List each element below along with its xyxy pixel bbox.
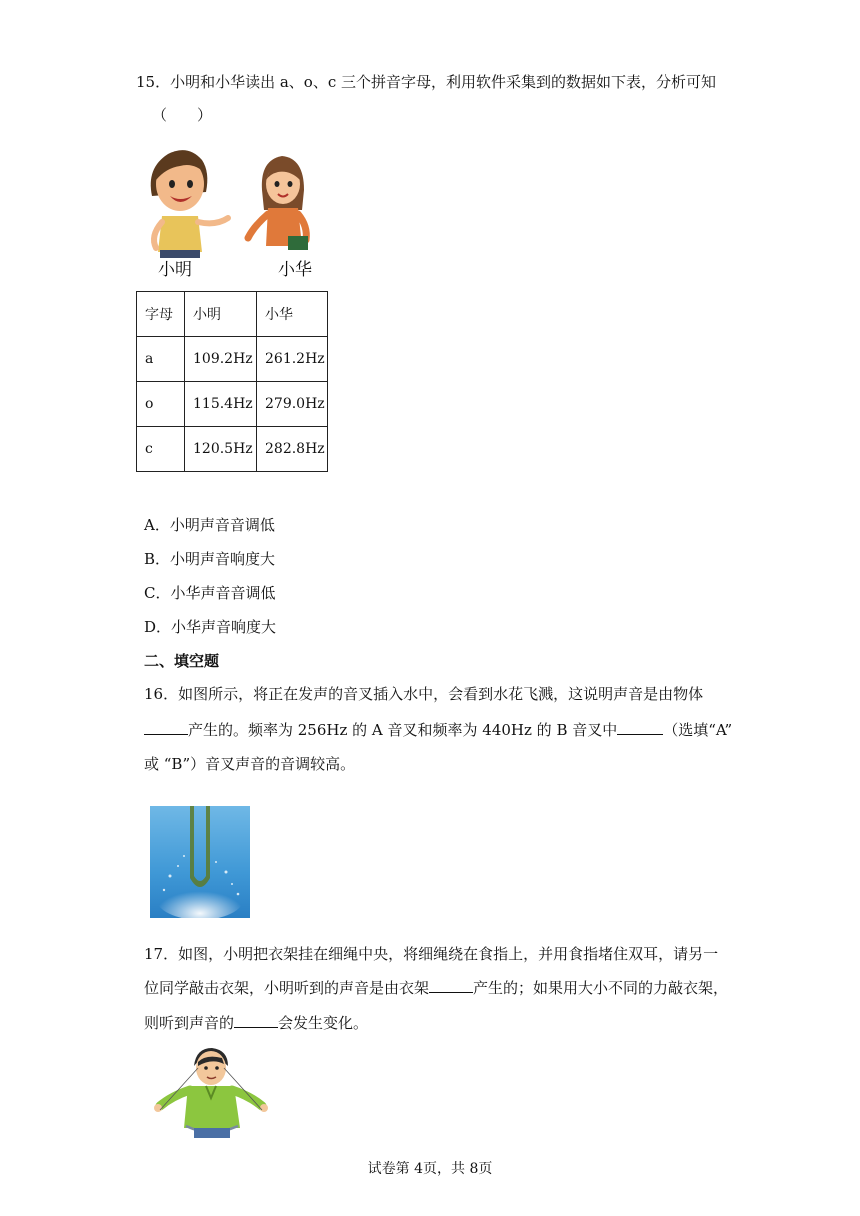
table-cell: 261.2Hz — [257, 337, 328, 382]
table-cell: a — [137, 337, 185, 382]
q16-stem-line2 — [144, 720, 732, 740]
q17-line3-end: 会发生变化。 — [278, 1014, 369, 1032]
table-cell: o — [137, 382, 185, 427]
q15-label-xiaohua: 小华 — [278, 260, 312, 280]
q15-frequency-table — [136, 291, 328, 472]
q15-answer-bracket: （ ） — [152, 106, 213, 124]
section-title: 二、填空题 — [144, 652, 220, 670]
table-row — [137, 337, 328, 382]
table-cell: 282.8Hz — [257, 427, 328, 472]
boy-hanger-illustration — [150, 1044, 272, 1138]
q17-stem-line3 — [144, 1013, 368, 1033]
q16-blank-2[interactable] — [617, 720, 663, 735]
tuning-fork-water-photo — [150, 806, 250, 918]
q15-option-c: C．小华声音音调低 — [144, 584, 276, 602]
q17-line3-start: 则听到声音的 — [144, 1014, 235, 1032]
table-cell: c — [137, 427, 185, 472]
q17-blank-2[interactable] — [234, 1013, 278, 1028]
q15-label-xiaoming: 小明 — [158, 260, 192, 280]
q15-option-b: B．小明声音响度大 — [144, 550, 276, 568]
table-header-cell: 字母 — [137, 292, 185, 337]
q17-line2-end: 产生的；如果用大小不同的力敲衣架， — [473, 979, 729, 997]
table-cell: 115.4Hz — [185, 382, 257, 427]
q16-blank-1[interactable] — [144, 720, 188, 735]
q17-stem-line1: 17．如图，小明把衣架挂在细绳中央，将细绳绕在食指上，并用食指堵住双耳，请另一 — [144, 945, 719, 963]
table-cell: 279.0Hz — [257, 382, 328, 427]
q15-stem-line1: 15．小明和小华读出 a、o、c 三个拼音字母，利用软件采集到的数据如下表，分析可知 — [136, 73, 717, 91]
q15-option-a: A．小明声音音调低 — [144, 516, 275, 534]
q17-blank-1[interactable] — [429, 978, 473, 993]
boy-figure-icon — [151, 150, 228, 258]
q16-line2-text: 产生的。频率为 256Hz 的 A 音叉和频率为 440Hz 的 B 音叉中 — [188, 721, 618, 739]
table-cell: 120.5Hz — [185, 427, 257, 472]
table-row — [137, 427, 328, 472]
table-header-cell: 小华 — [257, 292, 328, 337]
page-footer: 试卷第 4页，共 8页 — [367, 1161, 493, 1177]
table-cell: 109.2Hz — [185, 337, 257, 382]
table-header-row — [137, 292, 328, 337]
table-row — [137, 382, 328, 427]
q15-option-d: D．小华声音响度大 — [144, 618, 277, 636]
girl-figure-icon — [248, 156, 308, 250]
q16-stem-line3: 或 “B”）音叉声音的音调较高。 — [144, 755, 356, 773]
q17-stem-line2 — [144, 978, 728, 998]
table-header-cell: 小明 — [185, 292, 257, 337]
q17-line2-start: 位同学敲击衣架，小明听到的声音是由衣架 — [144, 979, 430, 997]
q16-stem-line1: 16．如图所示，将正在发声的音叉插入水中，会看到水花飞溅，这说明声音是由物体 — [144, 685, 704, 703]
q16-line2-end: （选填“A” — [663, 721, 733, 739]
